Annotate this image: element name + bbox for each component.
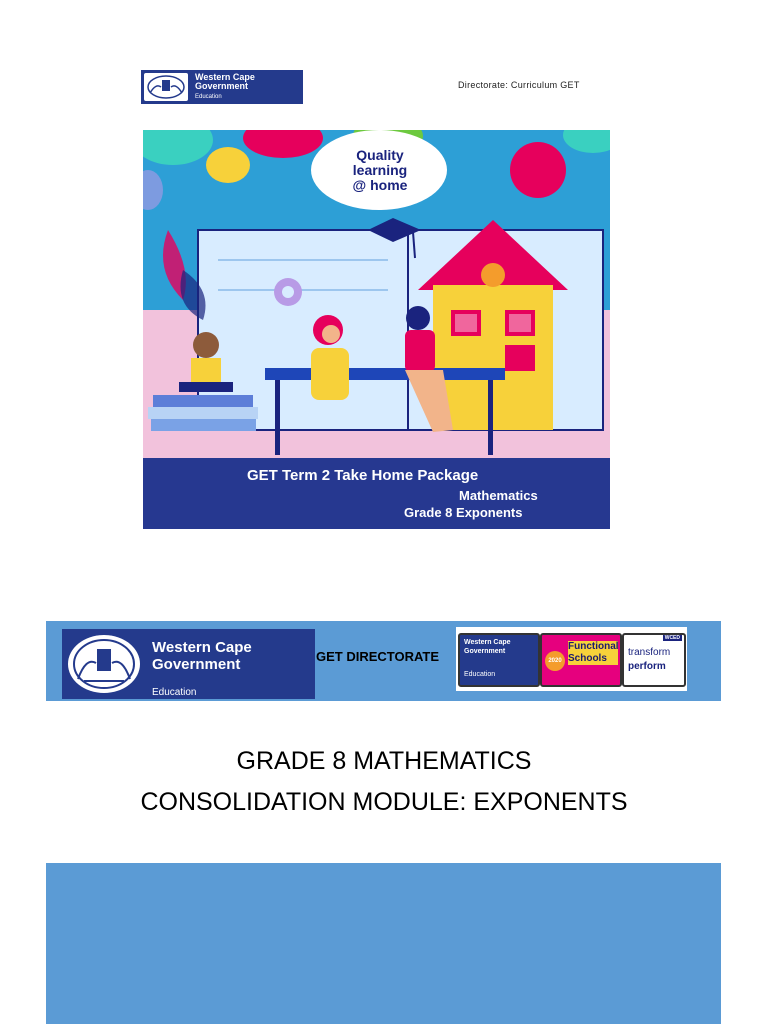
badge-tp-word-2: perform	[628, 661, 666, 672]
wcg-badge	[458, 633, 540, 687]
badge-tp-top: WCED	[664, 635, 680, 641]
badge-fs-label: Functional Schools	[568, 641, 619, 664]
band-logo-line-2: Government	[152, 656, 241, 673]
badge-wcg-line-3: Education	[464, 671, 496, 678]
wcg-logo-band	[62, 629, 315, 699]
document-title-line-2: CONSOLIDATION MODULE: EXPONENTS	[140, 788, 628, 816]
banner-subject: Mathematics	[459, 488, 538, 503]
coat-of-arms-icon	[144, 73, 188, 101]
banner-grade: Grade 8 Exponents	[404, 505, 523, 520]
badge-wcg-line-2: Government	[464, 648, 506, 655]
document-title-line-1: GRADE 8 MATHEMATICS	[236, 747, 532, 775]
bubble-line-3: @ home	[352, 177, 408, 193]
coat-of-arms-icon	[68, 635, 140, 693]
partner-badges	[456, 627, 687, 691]
logo-line-3: Education	[195, 94, 222, 100]
cover-illustration	[143, 130, 610, 529]
badge-wcg-line-1: Western Cape	[464, 639, 511, 646]
wcg-logo-top	[141, 70, 303, 104]
content-box	[46, 863, 721, 1024]
bubble-line-1: Quality	[356, 147, 404, 163]
banner-title: GET Term 2 Take Home Package	[247, 467, 479, 484]
transform-perform-badge	[622, 633, 686, 687]
bubble-line-2: learning	[352, 162, 408, 178]
logo-line-1: Western Cape	[195, 72, 255, 82]
directorate-label: Directorate: Curriculum GET	[458, 80, 580, 90]
logo-line-2: Government	[195, 81, 249, 91]
header-band	[46, 621, 721, 701]
badge-fs-year: 2020	[545, 651, 565, 671]
cover-banner	[143, 458, 610, 529]
band-logo-line-1: Western Cape	[152, 639, 252, 656]
functional-schools-badge	[540, 633, 622, 687]
badge-tp-word-1: transform	[628, 647, 671, 658]
get-directorate-label: GET DIRECTORATE	[316, 649, 440, 664]
band-logo-line-3: Education	[152, 687, 197, 698]
